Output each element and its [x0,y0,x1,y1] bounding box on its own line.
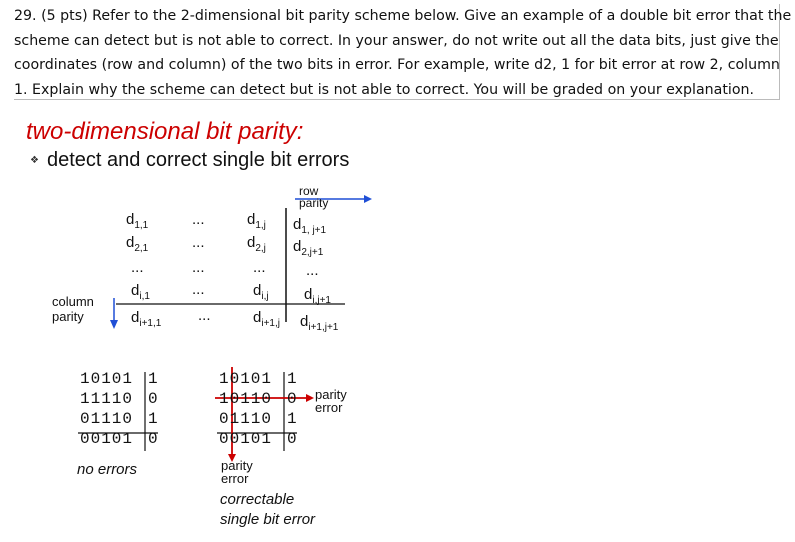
dots-r3: ... [192,281,205,298]
cell-d1j1: $d_{1, j+1}$ [293,216,327,236]
question-line-3: coordinates (row and column) of the two bits in error. For example, write d2, 1 for bit error at row 2, column [14,57,780,73]
cell-d21: $d_{2,1}$ [126,234,149,254]
bullet-text: detect and correct single bit errors [46,149,350,171]
cell-d1j: $d_{1,j}$ [247,211,266,231]
dots-v2: ... [192,259,205,276]
row-parity-error-label: parity error [315,387,347,415]
error-bits: 10101 10110 01110 00101 [219,370,273,448]
slide-title: two-dimensional bit parity: [26,118,304,145]
cell-d11: $d_{1,1}$ [126,211,149,231]
dots-r4: ... [198,307,211,324]
dots-r1: ... [192,211,205,228]
dots-r2: ... [192,234,205,251]
no-errors-caption: no errors [77,461,138,478]
row-parity-label: row parity [299,184,329,210]
no-error-bits: 10101 11110 01110 00101 [80,370,134,448]
cell-d2j1: $d_{2,j+1}$ [293,238,324,258]
no-error-parity-col: 1 0 1 0 [148,370,159,448]
cell-di1j1: $d_{i+1,j+1}$ [300,313,339,333]
error-parity-col: 1 0 1 0 [287,370,298,448]
question-line-1: 29. (5 pts) Refer to the 2-dimensional bit parity scheme below. Give an example of a double bit error that the [14,8,792,24]
cell-dij: $d_{i,j}$ [253,282,269,302]
question-line-2: scheme can detect but is not able to correct. In your answer, do not write out all the data bits, just give the [14,32,779,49]
cell-di11: $d_{i+1,1}$ [131,309,162,329]
question-line-4: 1. Explain why the scheme can detect but is not able to correct. You will be graded on your explanation. [14,81,755,98]
diamond-bullet-icon: ❖ [30,155,39,166]
column-parity-error-label: parity error [221,458,253,486]
cell-di1: $d_{i,1}$ [131,282,150,302]
dots-v1: ... [131,259,144,276]
cell-d2j: $d_{2,j}$ [247,234,266,254]
column-parity-label: column parity [52,294,94,324]
cell-di1j: $d_{i+1,j}$ [253,309,280,329]
cell-dij1: $d_{i,j+1}$ [304,286,331,306]
correctable-caption: correctable single bit error [220,491,316,528]
dots-v4: ... [306,262,319,279]
dots-v3: ... [253,259,266,276]
